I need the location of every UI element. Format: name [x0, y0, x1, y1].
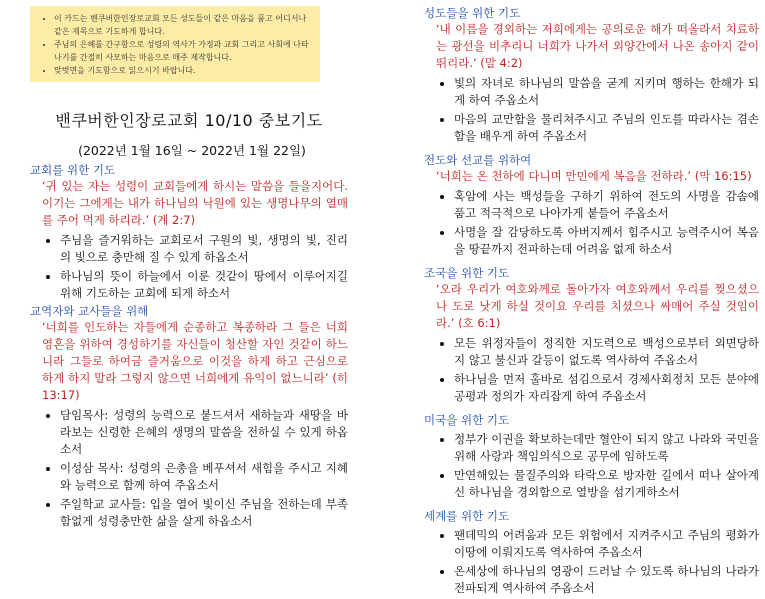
section-verse: ‘오라 우리가 여호와께로 돌아가자 여호와께서 우리를 찢으셨으나 도로 낫게 하실 것이요 우리를 치셨으나 싸매어 주실 것임이라.’ (호 6:1) [436, 282, 759, 330]
section-title: 세계를 위한 기도 [424, 509, 510, 523]
prayer-item: • 온세상에 하나님의 영광이 드러날 수 있도록 하나님의 나라가 전파되게 역사하여 주옵소서 [454, 563, 759, 597]
section-world [424, 509, 759, 597]
prayer-item: • 사명을 잘 감당하도록 아버지께서 힘주시고 능력주시어 복음을 땅끝까지 전파하는데 어려움 없게 하소서 [454, 224, 759, 258]
prayer-item: • 팬데믹의 어려움과 모든 위험에서 지켜주시고 주님의 평화가 이땅에 이뤄지도록 역사하여 주옵소서 [454, 527, 759, 561]
left-column [30, 0, 348, 532]
prayer-item: • 정부가 이권을 확보하는데만 혈안이 되지 않고 나라와 국민을 위해 사랑과 책임의식으로 공무에 임하도록 [454, 431, 759, 465]
section-title: 교역자와 교사들을 위해 [30, 304, 149, 318]
right-column [424, 0, 759, 599]
section-title: 전도와 선교를 위하여 [424, 153, 532, 167]
prayer-item: • 만연해있는 물질주의와 타락으로 방자한 길에서 떠나 살아계신 하나님을 경외함으로 열방을 섬기게하소서 [454, 467, 759, 501]
prayer-item: • 혹암에 사는 백성들을 구하기 위하여 전도의 사명을 감솜에 품고 적극적으로 나아가게 붙들어 주옵소서 [454, 188, 759, 222]
section-church [30, 163, 348, 302]
section-mission [424, 153, 759, 258]
section-homeland [424, 266, 759, 405]
section-verse: ‘귀 있는 자는 성령이 교회들에게 하시는 말씀을 들을지어다. 이기는 그에게는 내가 하나님의 낙원에 있는 생명나무의 열매를 주어 먹게 하리라.’ (계 2:7) [42, 179, 348, 227]
section-saints [424, 6, 759, 145]
prayer-item: • 이성삼 목사: 성령의 은총을 베푸셔서 새힘을 주시고 지혜와 능력으로 함께 하여 주옵소서 [60, 460, 348, 494]
notice-box [30, 6, 320, 82]
prayer-item: • 담임목사: 성령의 능력으로 붙드셔서 새하늘과 새땅을 바라보는 신령한 은혜의 생명의 말씀을 전하실 수 있게 하옵소서 [60, 407, 348, 458]
section-verse: ‘너희는 온 천하에 다니며 만민에게 복음을 전하라.’ (막 16:15) [436, 169, 752, 183]
prayer-item: • 모든 위정자들이 정직한 지도력으로 백성으로부터 외면당하지 않고 불신과 갈등이 없도록 역사하여 주옵소서 [454, 335, 759, 369]
prayer-item: • 주일학교 교사들: 입을 열어 빛이신 주님을 전하는데 부족함없게 성령충만한 삶을 살게 하옵소서 [60, 496, 348, 530]
page-title: 밴쿠버한인장로교회 10/10 중보기도 [55, 111, 323, 130]
prayer-item: • 마음의 교만함을 물리쳐주시고 주님의 인도를 따라사는 겸손함을 배우게 하여 주옵소서 [454, 111, 759, 145]
notice-item: • 맞벗면을 기도함으로 읽으시기 바랍니다. [54, 64, 310, 77]
section-title: 교회를 위한 기도 [30, 163, 116, 177]
notice-item: • 주님의 은혜를 간구함으로 성령의 역사가 가정과 교회 그리고 사회에 나타나기를 간절히 사모하는 마음으로 매주 제작합니다. [54, 38, 310, 64]
prayer-item: • 하나님을 먼저 홀바로 섬김으로서 경제사회정치 모든 분야에 공평과 정의가 자리잡게 하여 주옵소서 [454, 371, 759, 405]
section-title: 미국을 위한 기도 [424, 413, 510, 427]
section-verse: ‘너희를 인도하는 자들에게 순종하고 복종하라 그 들은 너희 영혼을 위하여 경성하기를 자신들이 청산할 자인 것같이 하느니라 그들로 하여금 즐거움으로 이것을 하게 하고 근심으로 하게 하지 말라 그렇지 않으면 너희에게 유익이 없느니라’ (히 13:17) [42, 320, 348, 402]
section-title: 조국을 위한 기도 [424, 266, 510, 280]
prayer-item: • 주님을 즐거워하는 교회로서 구원의 빛, 생명의 빛, 진리의 빛으로 충만해 질 수 있게 하옵소서 [60, 232, 348, 266]
notice-item: • 이 카드는 밴쿠버한인장로교회 모든 성도들이 같은 마음을 품고 어디서나 같은 제목으로 기도하게 합니다. [54, 12, 310, 38]
section-leaders [30, 304, 348, 530]
prayer-item: • 하나님의 뜻이 하늘에서 이룬 것같이 땅에서 이루어지길 위해 기도하는 교회에 되게 하소서 [60, 268, 348, 302]
date-range: (2022년 1월 16일 ~ 2022년 1월 22일) [78, 143, 306, 158]
section-canada [424, 413, 759, 501]
prayer-item: • 빛의 자녀로 하나님의 말씀을 굳게 지키며 행하는 한해가 되게 하여 주옵소서 [454, 75, 759, 109]
section-verse: ‘내 이름을 경외하는 저희에게는 공의로운 해가 떠올라서 치료하는 광선을 비추리니 너희가 나가서 외양간에서 나온 송아지 같이 뛰리라.’ (말 4:2) [436, 22, 759, 70]
section-title: 성도들을 위한 기도 [424, 6, 521, 20]
